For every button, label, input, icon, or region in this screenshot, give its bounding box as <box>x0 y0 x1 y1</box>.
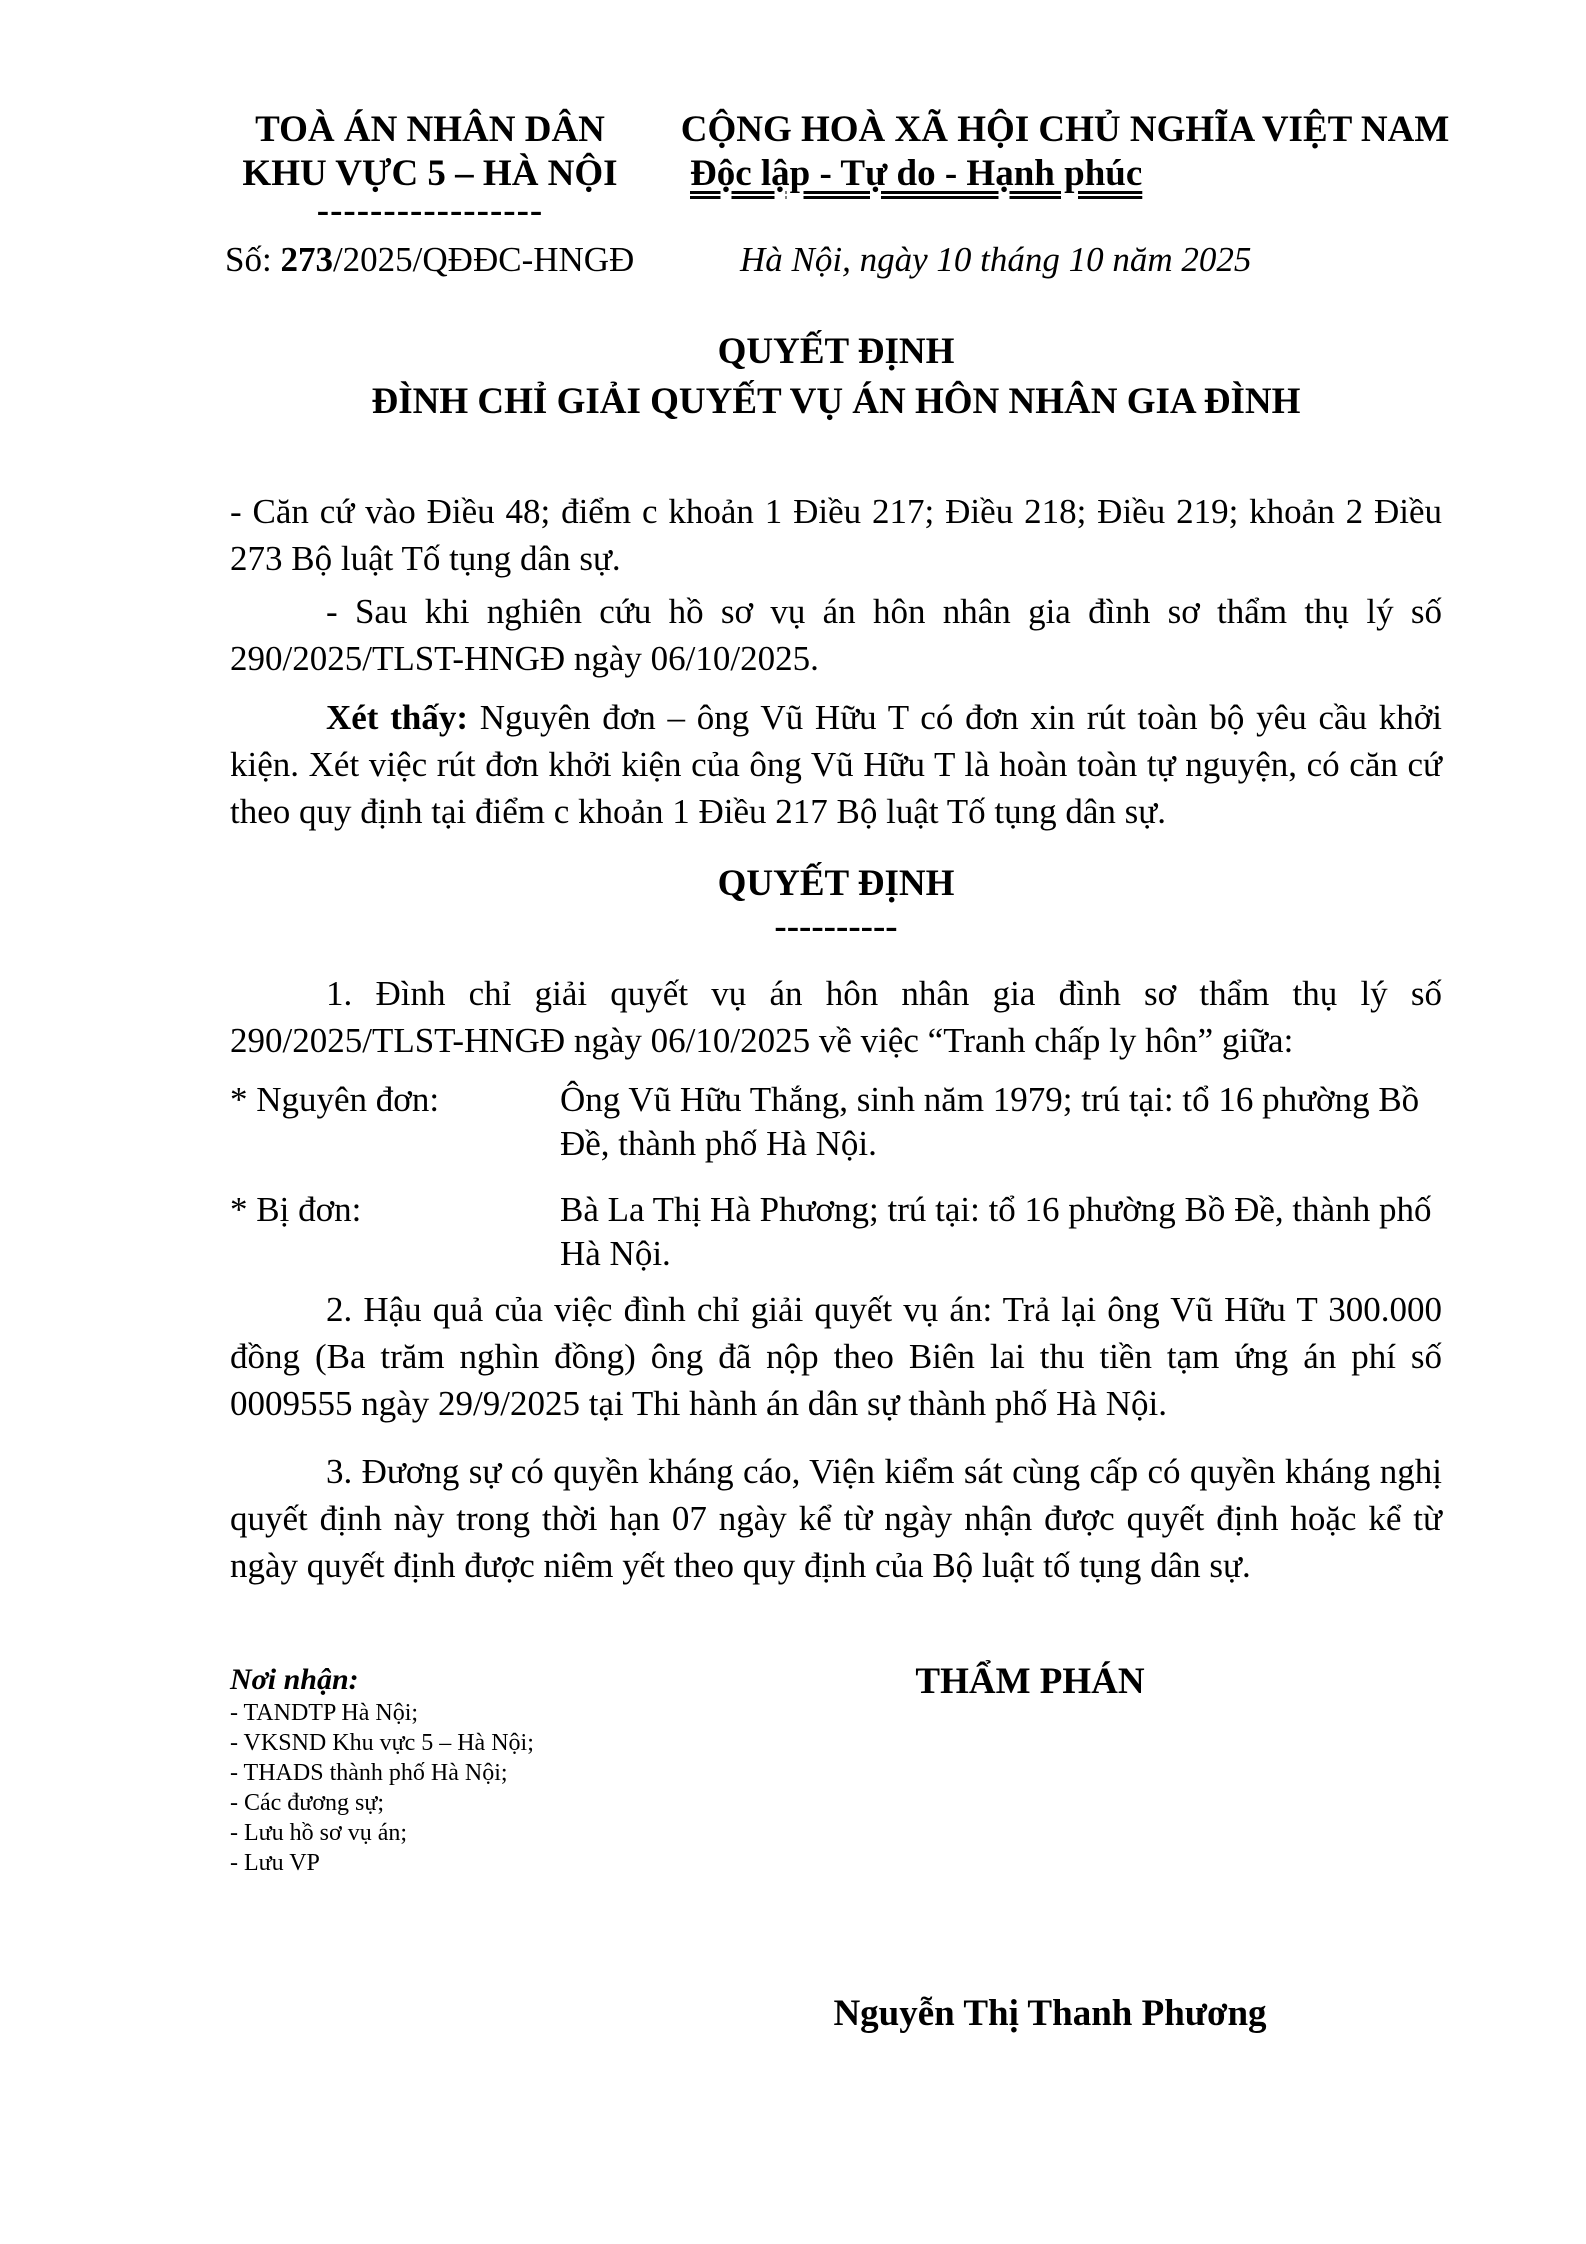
decision-item-3: 3. Đương sự có quyền kháng cáo, Viện kiểm sát cùng cấp có quyền kháng nghị quyết định này trong thời hạn 07 ngày kể từ ngày nhận được quyết định hoặc kể từ ngày quyết định được niêm yết theo quy định của Bộ luật tố tụng dân sự. <box>230 1452 1442 1585</box>
recipient-item: - THADS thành phố Hà Nội; <box>230 1760 508 1786</box>
findings-text: Nguyên đơn – ông Vũ Hữu T có đơn xin rút toàn bộ yêu cầu khởi kiện. Xét việc rút đơn khởi kiện của ông Vũ Hữu T là hoàn toàn tự nguyện, có căn cứ theo quy định tại điểm c khoản 1 Điều 217 Bộ luật Tố tụng dân sự. <box>230 698 1442 831</box>
court-divider: ----------------- <box>316 190 544 231</box>
document-number-value: 273 <box>280 240 333 279</box>
recipient-item: - VKSND Khu vực 5 – Hà Nội; <box>230 1730 534 1756</box>
document-title: QUYẾT ĐỊNH <box>717 331 955 372</box>
court-name-block <box>230 108 630 231</box>
decision-item-2: 2. Hậu quả của việc đình chỉ giải quyết vụ án: Trả lại ông Vũ Hữu T 300.000 đồng (Ba trăm nghìn đồng) ông đã nộp theo Biên lai thu tiền tạm ứng án phí số 0009555 ngày 29/9/2025 tại Thi hành án dân sự thành phố Hà Nội. <box>230 1290 1442 1423</box>
party-details: Bà La Thị Hà Phương; trú tại: tổ 16 phường Bồ Đề, thành phố Hà Nội. <box>560 1190 1432 1273</box>
decision-heading: QUYẾT ĐỊNH <box>717 863 955 904</box>
national-header-block <box>670 108 1460 196</box>
party-plaintiff <box>230 1078 1442 1166</box>
nation-name: CỘNG HOÀ XÃ HỘI CHỦ NGHĨA VIỆT NAM <box>680 109 1450 150</box>
document-subtitle: ĐÌNH CHỈ GIẢI QUYẾT VỤ ÁN HÔN NHÂN GIA ĐÌNH <box>371 381 1301 422</box>
signer-name: Nguyễn Thị Thanh Phương <box>833 1993 1267 2034</box>
recipient-item: - Lưu VP <box>230 1850 320 1876</box>
recipient-item: - TANDTP Hà Nội; <box>230 1700 419 1726</box>
findings-label: Xét thấy: <box>326 698 468 737</box>
recipient-item: - Các đương sự; <box>230 1790 385 1816</box>
party-details: Ông Vũ Hữu Thắng, sinh năm 1979; trú tại: tổ 16 phường Bồ Đề, thành phố Hà Nội. <box>560 1080 1420 1163</box>
findings <box>230 694 1442 835</box>
case-study-note: - Sau khi nghiên cứu hồ sơ vụ án hôn nhân gia đình sơ thẩm thụ lý số 290/2025/TLST-HNGĐ ngày 06/10/2025. <box>230 592 1442 678</box>
document-number: Số: 273/2025/QĐĐC-HNGĐ <box>225 240 635 279</box>
recipient-item: - Lưu hồ sơ vụ án; <box>230 1820 408 1846</box>
decision-divider: ---------- <box>774 906 898 947</box>
court-name-line1: TOÀ ÁN NHÂN DÂN <box>255 109 605 150</box>
legal-basis: - Căn cứ vào Điều 48; điểm c khoản 1 Điều 217; Điều 218; Điều 219; khoản 2 Điều 273 Bộ luật Tố tụng dân sự. <box>230 492 1442 578</box>
party-defendant <box>230 1188 1442 1276</box>
place-date: Hà Nội, ngày 10 tháng 10 năm 2025 <box>740 240 1252 279</box>
recipients-title: Nơi nhận: <box>230 1663 359 1696</box>
national-motto: Độc lập - Tự do - Hạnh phúc <box>690 153 1143 194</box>
party-label: * Nguyên đơn: <box>230 1080 440 1119</box>
court-name-line2: KHU VỰC 5 – HÀ NỘI <box>242 153 618 194</box>
party-label: * Bị đơn: <box>230 1190 362 1229</box>
recipients-block <box>230 1662 534 1878</box>
signer-role: THẨM PHÁN <box>915 1661 1145 1702</box>
decision-item-1: 1. Đình chỉ giải quyết vụ án hôn nhân gia đình sơ thẩm thụ lý số 290/2025/TLST-HNGĐ ngày 06/10/2025 về việc “Tranh chấp ly hôn” giữa: <box>230 974 1442 1060</box>
